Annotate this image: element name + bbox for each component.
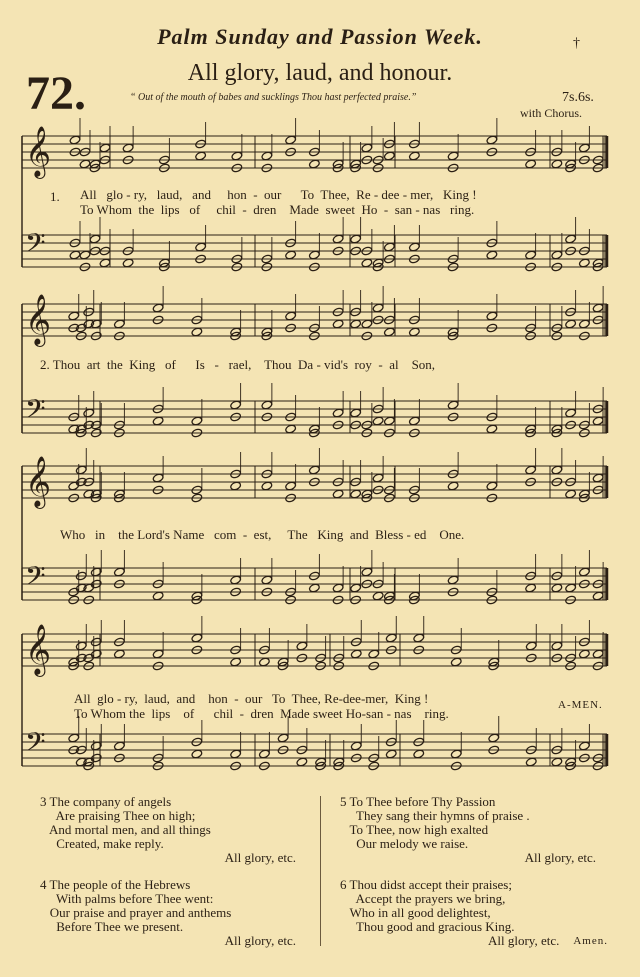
verse-4-line: Before Thee we present.: [40, 919, 184, 934]
chorus-note: with Chorus.: [520, 106, 583, 120]
meter: 7s.6s.: [562, 90, 594, 105]
note-head: [69, 135, 81, 145]
note-head: [525, 757, 537, 767]
note-head: [296, 757, 308, 767]
note-head: [486, 481, 498, 491]
note-head: [285, 135, 297, 145]
note-head: [384, 242, 396, 252]
note-head: [579, 143, 591, 153]
epigraph: “ Out of the mouth of babes and sucklings Thou hast perfected praise.”: [130, 92, 417, 103]
note-head: [551, 250, 563, 260]
note-head: [525, 641, 537, 651]
note-head: [409, 416, 421, 426]
note-head: [372, 303, 384, 313]
verse-4-line: With palms before Thee went:: [40, 891, 214, 906]
section-title: Palm Sunday and Passion Week.: [157, 24, 483, 49]
note-head: [191, 416, 203, 426]
note-head: [83, 408, 95, 418]
note-head: [350, 741, 362, 751]
note-head: [565, 408, 577, 418]
note-head: [486, 424, 498, 434]
verse-5-refrain: All glory, etc.: [524, 850, 596, 865]
note-head: [579, 319, 591, 329]
dagger-mark: †: [573, 36, 580, 51]
note-head: [259, 657, 271, 667]
note-head: [350, 489, 362, 499]
note-head: [191, 327, 203, 337]
lyric-line-4b: To Whom the lips of chil - dren Made sweet Ho-san - nas ring.: [74, 706, 449, 721]
note-head: [332, 489, 344, 499]
note-head: [447, 151, 459, 161]
verse-6-refrain: All glory, etc.: [487, 933, 560, 948]
note-head: [385, 633, 397, 643]
note-head: [486, 135, 498, 145]
note-head: [447, 481, 459, 491]
note-head: [309, 159, 321, 169]
note-head: [230, 481, 242, 491]
treble-clef: 𝄞: [25, 294, 52, 345]
note-head: [261, 400, 273, 410]
note-head: [372, 416, 384, 426]
note-head: [525, 159, 537, 169]
note-head: [75, 641, 87, 651]
note-head: [350, 583, 362, 593]
note-head: [191, 633, 203, 643]
note-head: [551, 583, 563, 593]
note-head: [350, 319, 362, 329]
verse-5-line: To Thee, now high exalted: [340, 822, 489, 837]
note-head: [592, 473, 604, 483]
note-head: [332, 583, 344, 593]
note-head: [75, 465, 87, 475]
note-head: [565, 234, 577, 244]
note-head: [261, 575, 273, 585]
verse-5: [340, 795, 610, 865]
note-head: [409, 242, 421, 252]
note-head: [230, 749, 242, 759]
note-head: [565, 489, 577, 499]
note-head: [372, 591, 384, 601]
note-head: [122, 143, 134, 153]
hymn-number: 72.: [26, 67, 86, 120]
verse-6: [340, 878, 610, 948]
note-head: [152, 591, 164, 601]
note-head: [99, 143, 111, 153]
verse-6-line: Thou good and gracious King.: [340, 919, 515, 934]
note-head: [152, 416, 164, 426]
treble-clef: 𝄞: [25, 456, 52, 507]
note-head: [114, 567, 126, 577]
bass-clef: 𝄢: [25, 227, 46, 265]
note-head: [99, 258, 111, 268]
note-head: [114, 319, 126, 329]
note-head: [68, 311, 80, 321]
note-head: [296, 641, 308, 651]
note-head: [68, 481, 80, 491]
note-head: [579, 741, 591, 751]
note-head: [450, 749, 462, 759]
note-head: [450, 657, 462, 667]
note-head: [565, 583, 577, 593]
note-head: [579, 258, 591, 268]
note-head: [525, 250, 537, 260]
hymn-title: All glory, laud, and honour.: [187, 60, 453, 86]
note-head: [551, 757, 563, 767]
note-head: [413, 633, 425, 643]
note-head: [332, 408, 344, 418]
note-head: [361, 143, 373, 153]
lyric-line-4a: All glo - ry, laud, and hon - our To Thee, Re-dee-mer, King !: [74, 691, 429, 706]
verse-5-line: 5 To Thee before Thy Passion: [340, 794, 496, 809]
note-head: [261, 481, 273, 491]
note-head: [350, 649, 362, 659]
treble-clef: 𝄞: [25, 126, 52, 177]
note-head: [409, 327, 421, 337]
note-head: [79, 159, 91, 169]
note-head: [384, 151, 396, 161]
note-head: [191, 749, 203, 759]
note-head: [309, 465, 321, 475]
note-head: [592, 649, 604, 659]
note-head: [69, 250, 81, 260]
verse-4-line: Our praise and prayer and anthems: [40, 905, 232, 920]
note-head: [68, 733, 80, 743]
note-head: [285, 424, 297, 434]
note-head: [114, 649, 126, 659]
note-head: [114, 741, 126, 751]
treble-clef: 𝄞: [25, 624, 52, 675]
note-head: [592, 303, 604, 313]
note-head: [350, 408, 362, 418]
note-head: [285, 250, 297, 260]
note-head: [551, 159, 563, 169]
note-head: [230, 400, 242, 410]
note-head: [447, 575, 459, 585]
verse-3-line: And mortal men, and all things: [40, 822, 211, 837]
note-head: [565, 319, 577, 329]
note-head: [592, 416, 604, 426]
column-divider: [320, 796, 321, 946]
note-head: [152, 303, 164, 313]
note-head: [195, 151, 207, 161]
bass-clef: 𝄢: [25, 726, 46, 764]
note-head: [332, 319, 344, 329]
note-head: [230, 575, 242, 585]
note-head: [551, 641, 563, 651]
verse-6-line: Accept the prayers we bring,: [340, 891, 506, 906]
note-head: [372, 473, 384, 483]
note-head: [285, 481, 297, 491]
note-head: [525, 465, 537, 475]
note-head: [230, 657, 242, 667]
note-head: [361, 567, 373, 577]
note-head: [277, 733, 289, 743]
bass-clef: 𝄢: [25, 560, 46, 598]
note-head: [385, 749, 397, 759]
note-head: [486, 250, 498, 260]
verse-3-line: Created, make reply.: [40, 836, 164, 851]
note-head: [122, 258, 134, 268]
note-head: [368, 649, 380, 659]
note-head: [259, 749, 271, 759]
note-head: [350, 234, 362, 244]
verse-3-refrain: All glory, etc.: [224, 850, 296, 865]
note-head: [285, 311, 297, 321]
note-head: [447, 400, 459, 410]
lyric-line-2: 2. Thou art the King of Is - rael, Thou Da - vid's roy - al Son,: [40, 357, 436, 372]
note-head: [579, 649, 591, 659]
lyric-line-1a: All glo - ry, laud, and hon - our To Thee, Re - dee - mer, King !: [80, 187, 477, 202]
verse-6-line: Who in all good delightest,: [340, 905, 491, 920]
lyric-line-3: Who in the Lord's Name com - est, The King and Bless - ed One.: [60, 527, 465, 542]
verse-6-line: 6 Thou didst accept their praises;: [340, 877, 512, 892]
lyric-line-1b: To Whom the lips of chil - dren Made sweet Ho - san - nas ring.: [80, 202, 475, 217]
note-head: [231, 151, 243, 161]
verse-4-refrain: All glory, etc.: [224, 933, 296, 948]
note-head: [525, 583, 537, 593]
note-head: [488, 733, 500, 743]
verse-3-line: Are praising Thee on high;: [40, 808, 196, 823]
note-head: [309, 583, 321, 593]
note-head: [261, 151, 273, 161]
verse-5-line: Our melody we raise.: [340, 836, 469, 851]
note-head: [592, 591, 604, 601]
verse-3-line: 3 The company of angels: [40, 794, 172, 809]
verse-number-1: 1.: [50, 189, 60, 204]
note-head: [384, 416, 396, 426]
note-head: [79, 250, 91, 260]
note-head: [309, 250, 321, 260]
verse-4-line: 4 The people of the Hebrews: [40, 877, 191, 892]
note-head: [361, 319, 373, 329]
note-head: [413, 749, 425, 759]
note-head: [409, 151, 421, 161]
note-head: [332, 234, 344, 244]
note-head: [152, 649, 164, 659]
note-head: [152, 473, 164, 483]
note-head: [89, 234, 101, 244]
note-head: [486, 311, 498, 321]
note-head: [579, 567, 591, 577]
verse-4: [40, 878, 310, 948]
bass-clef: 𝄢: [25, 393, 46, 431]
note-head: [361, 258, 373, 268]
note-head: [384, 327, 396, 337]
note-head: [551, 465, 563, 475]
verse-3: [40, 795, 310, 865]
verse-5-line: They sang their hymns of praise .: [340, 808, 530, 823]
amen-closing: Amen.: [573, 935, 608, 947]
note-head: [195, 242, 207, 252]
amen-label: A-MEN.: [558, 699, 603, 711]
